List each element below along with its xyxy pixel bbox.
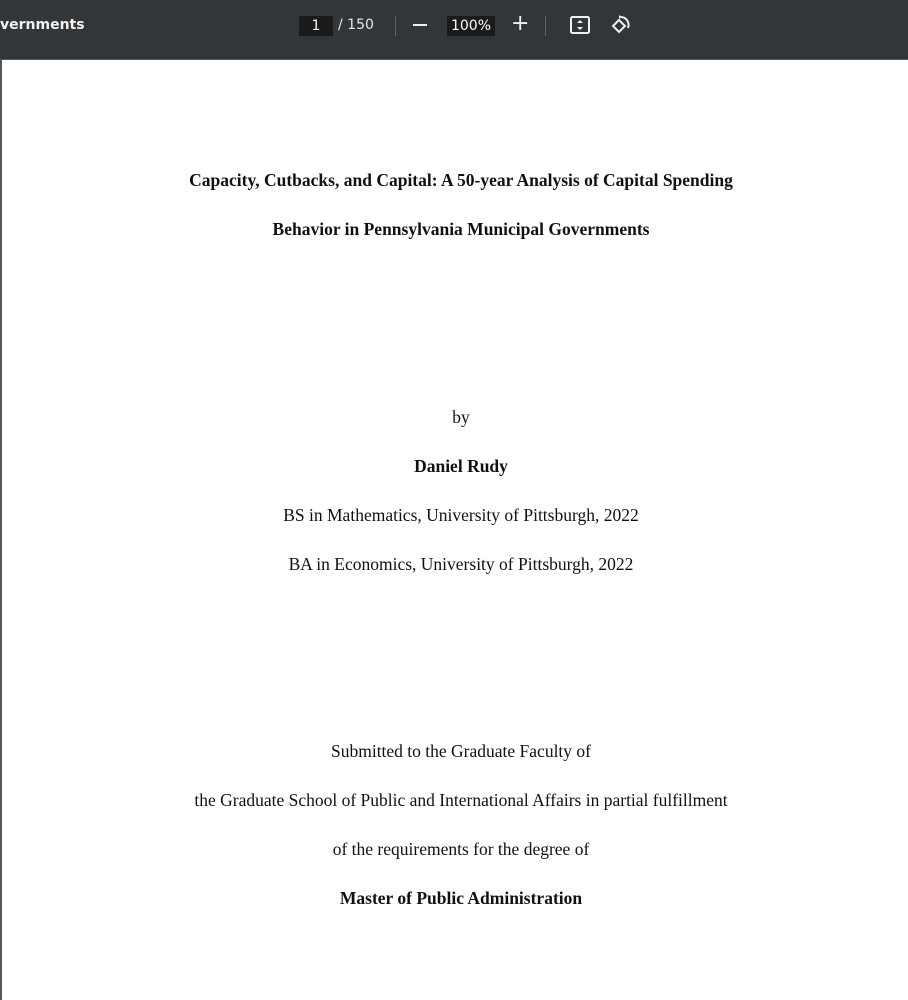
rotate-icon[interactable] bbox=[609, 14, 631, 36]
pdf-page bbox=[2, 60, 908, 1000]
submitted-line-1: Submitted to the Graduate Faculty of bbox=[330, 741, 591, 761]
thesis-title-line-2: Behavior in Pennsylvania Municipal Governments bbox=[272, 219, 650, 239]
zoom-input[interactable]: 100% bbox=[447, 16, 495, 36]
thesis-title-line-1: Capacity, Cutbacks, and Capital: A 50-year Analysis of Capital Spending bbox=[189, 170, 733, 190]
submitted-line-2: the Graduate School of Public and International Affairs in partial fulfillment bbox=[194, 790, 728, 810]
pdf-toolbar bbox=[0, 0, 908, 59]
zoom-in-icon[interactable]: + bbox=[511, 11, 530, 36]
divider bbox=[545, 16, 546, 36]
author-name: Daniel Rudy bbox=[414, 456, 508, 476]
submitted-line-3: of the requirements for the degree of bbox=[332, 839, 590, 859]
degree-sought: Master of Public Administration bbox=[339, 888, 583, 908]
by-label: by bbox=[452, 407, 470, 427]
fit-page-icon[interactable] bbox=[569, 14, 591, 36]
degree-2: BA in Economics, University of Pittsburgh, 2022 bbox=[288, 554, 634, 574]
page-total: / 150 bbox=[338, 17, 374, 33]
zoom-out-icon[interactable] bbox=[413, 24, 427, 26]
document-title: vernments bbox=[0, 17, 85, 33]
divider bbox=[395, 16, 396, 36]
page-number-input[interactable]: 1 bbox=[299, 16, 333, 36]
degree-1: BS in Mathematics, University of Pittsburgh, 2022 bbox=[283, 505, 639, 525]
